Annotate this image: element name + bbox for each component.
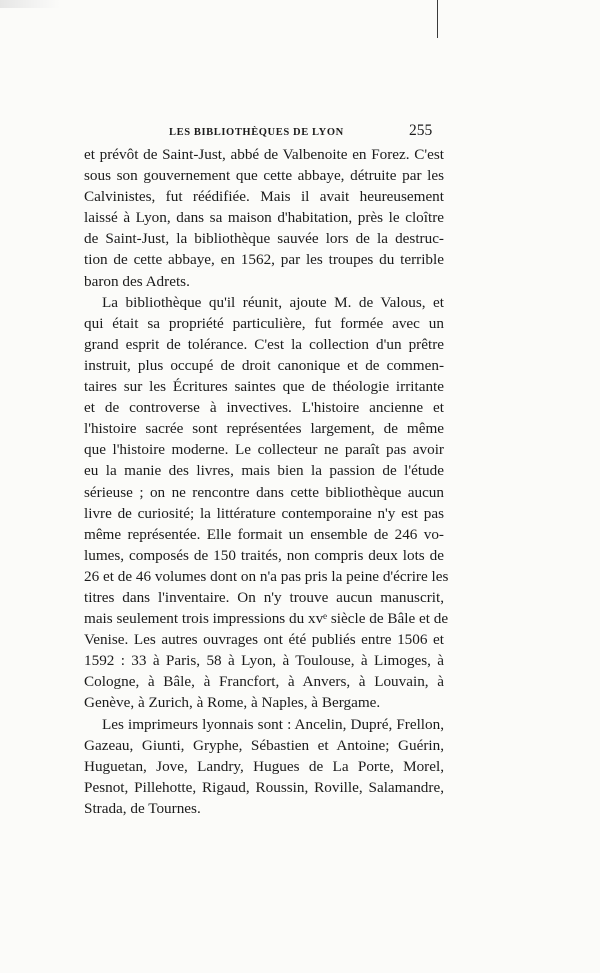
text-line: laissé à Lyon, dans sa maison d'habitation, près le cloître [84, 209, 444, 227]
text-line: taires sur les Écritures saintes que de théologie irritante [84, 378, 444, 396]
scan-edge-mark [0, 0, 60, 8]
text-line: Gazeau, Giunti, Gryphe, Sébastien et Antoine; Guérin, [84, 736, 444, 754]
text-line: eu la manie des livres, mais bien la passion de l'étude [84, 462, 444, 480]
text-line: Cologne, à Bâle, à Francfort, à Anvers, à Louvain, à [84, 673, 444, 691]
text-line: et prévôt de Saint-Just, abbé de Valbenoite en Forez. C'est [84, 146, 444, 163]
text-line: baron des Adrets. [84, 272, 190, 290]
text-line: livre de curiosité; la littérature contemporaine n'y est pas [84, 504, 444, 522]
text-line: Venise. Les autres ouvrages ont été publiés entre 1506 et [84, 631, 444, 649]
text-line: que l'histoire moderne. Le collecteur ne paraît pas avoir [84, 441, 444, 459]
paragraph-start-line: Les imprimeurs lyonnais sont : Ancelin, Dupré, Frellon, [102, 715, 444, 733]
text-line: titres dans l'inventaire. On n'y trouve aucun manuscrit, [84, 588, 444, 606]
text-line: lumes, composés de 150 traités, non compris deux lots de [84, 546, 444, 564]
text-line: instruit, plus occupé de droit canonique et de commen- [84, 356, 444, 374]
text-line: Huguetan, Jove, Landry, Hugues de La Porte, Morel, [84, 757, 444, 775]
text-line: 26 et de 46 volumes dont on n'a pas pris la peine d'écrire les [84, 567, 449, 585]
text-line: l'histoire sacrée sont représentées largement, de même [84, 420, 444, 438]
text-line: sous son gouvernement que cette abbaye, détruite par les [84, 167, 444, 185]
text-line: Strada, de Tournes. [84, 799, 201, 817]
page-number: 255 [409, 122, 433, 139]
text-line: qui était sa propriété particulière, fut formée avec un [84, 314, 444, 332]
text-line: 1592 : 33 à Paris, 58 à Lyon, à Toulouse, à Limoges, à [84, 652, 444, 670]
text-line: Pesnot, Pillehotte, Rigaud, Roussin, Roville, Salamandre, [84, 778, 444, 796]
text-line: Calvinistes, fut réédifiée. Mais il avait heureusement [84, 188, 444, 206]
body-text [84, 144, 449, 819]
scan-edge-line [437, 0, 438, 38]
text-line: grand esprit de tolérance. C'est la collection d'un prêtre [84, 335, 444, 353]
running-head: LES BIBLIOTHÈQUES DE LYON [169, 127, 344, 138]
text-line: sérieuse ; on ne rencontre dans cette bibliothèque aucun [84, 483, 444, 501]
paragraph-start-line: La bibliothèque qu'il réunit, ajoute M. de Valous, et [102, 293, 444, 311]
text-line: Genève, à Zurich, à Rome, à Naples, à Bergame. [84, 694, 381, 712]
text-line: et de controverse à invectives. L'histoire ancienne et [84, 399, 444, 417]
text-line: même représentée. Elle formait un ensemble de 246 vo- [84, 525, 444, 543]
text-line: mais seulement trois impressions du xvᵉ siècle de Bâle et de [84, 610, 449, 628]
text-line: tion de cette abbaye, en 1562, par les troupes du terrible [84, 251, 444, 269]
text-line: de Saint-Just, la bibliothèque sauvée lors de la destruc- [84, 230, 444, 248]
